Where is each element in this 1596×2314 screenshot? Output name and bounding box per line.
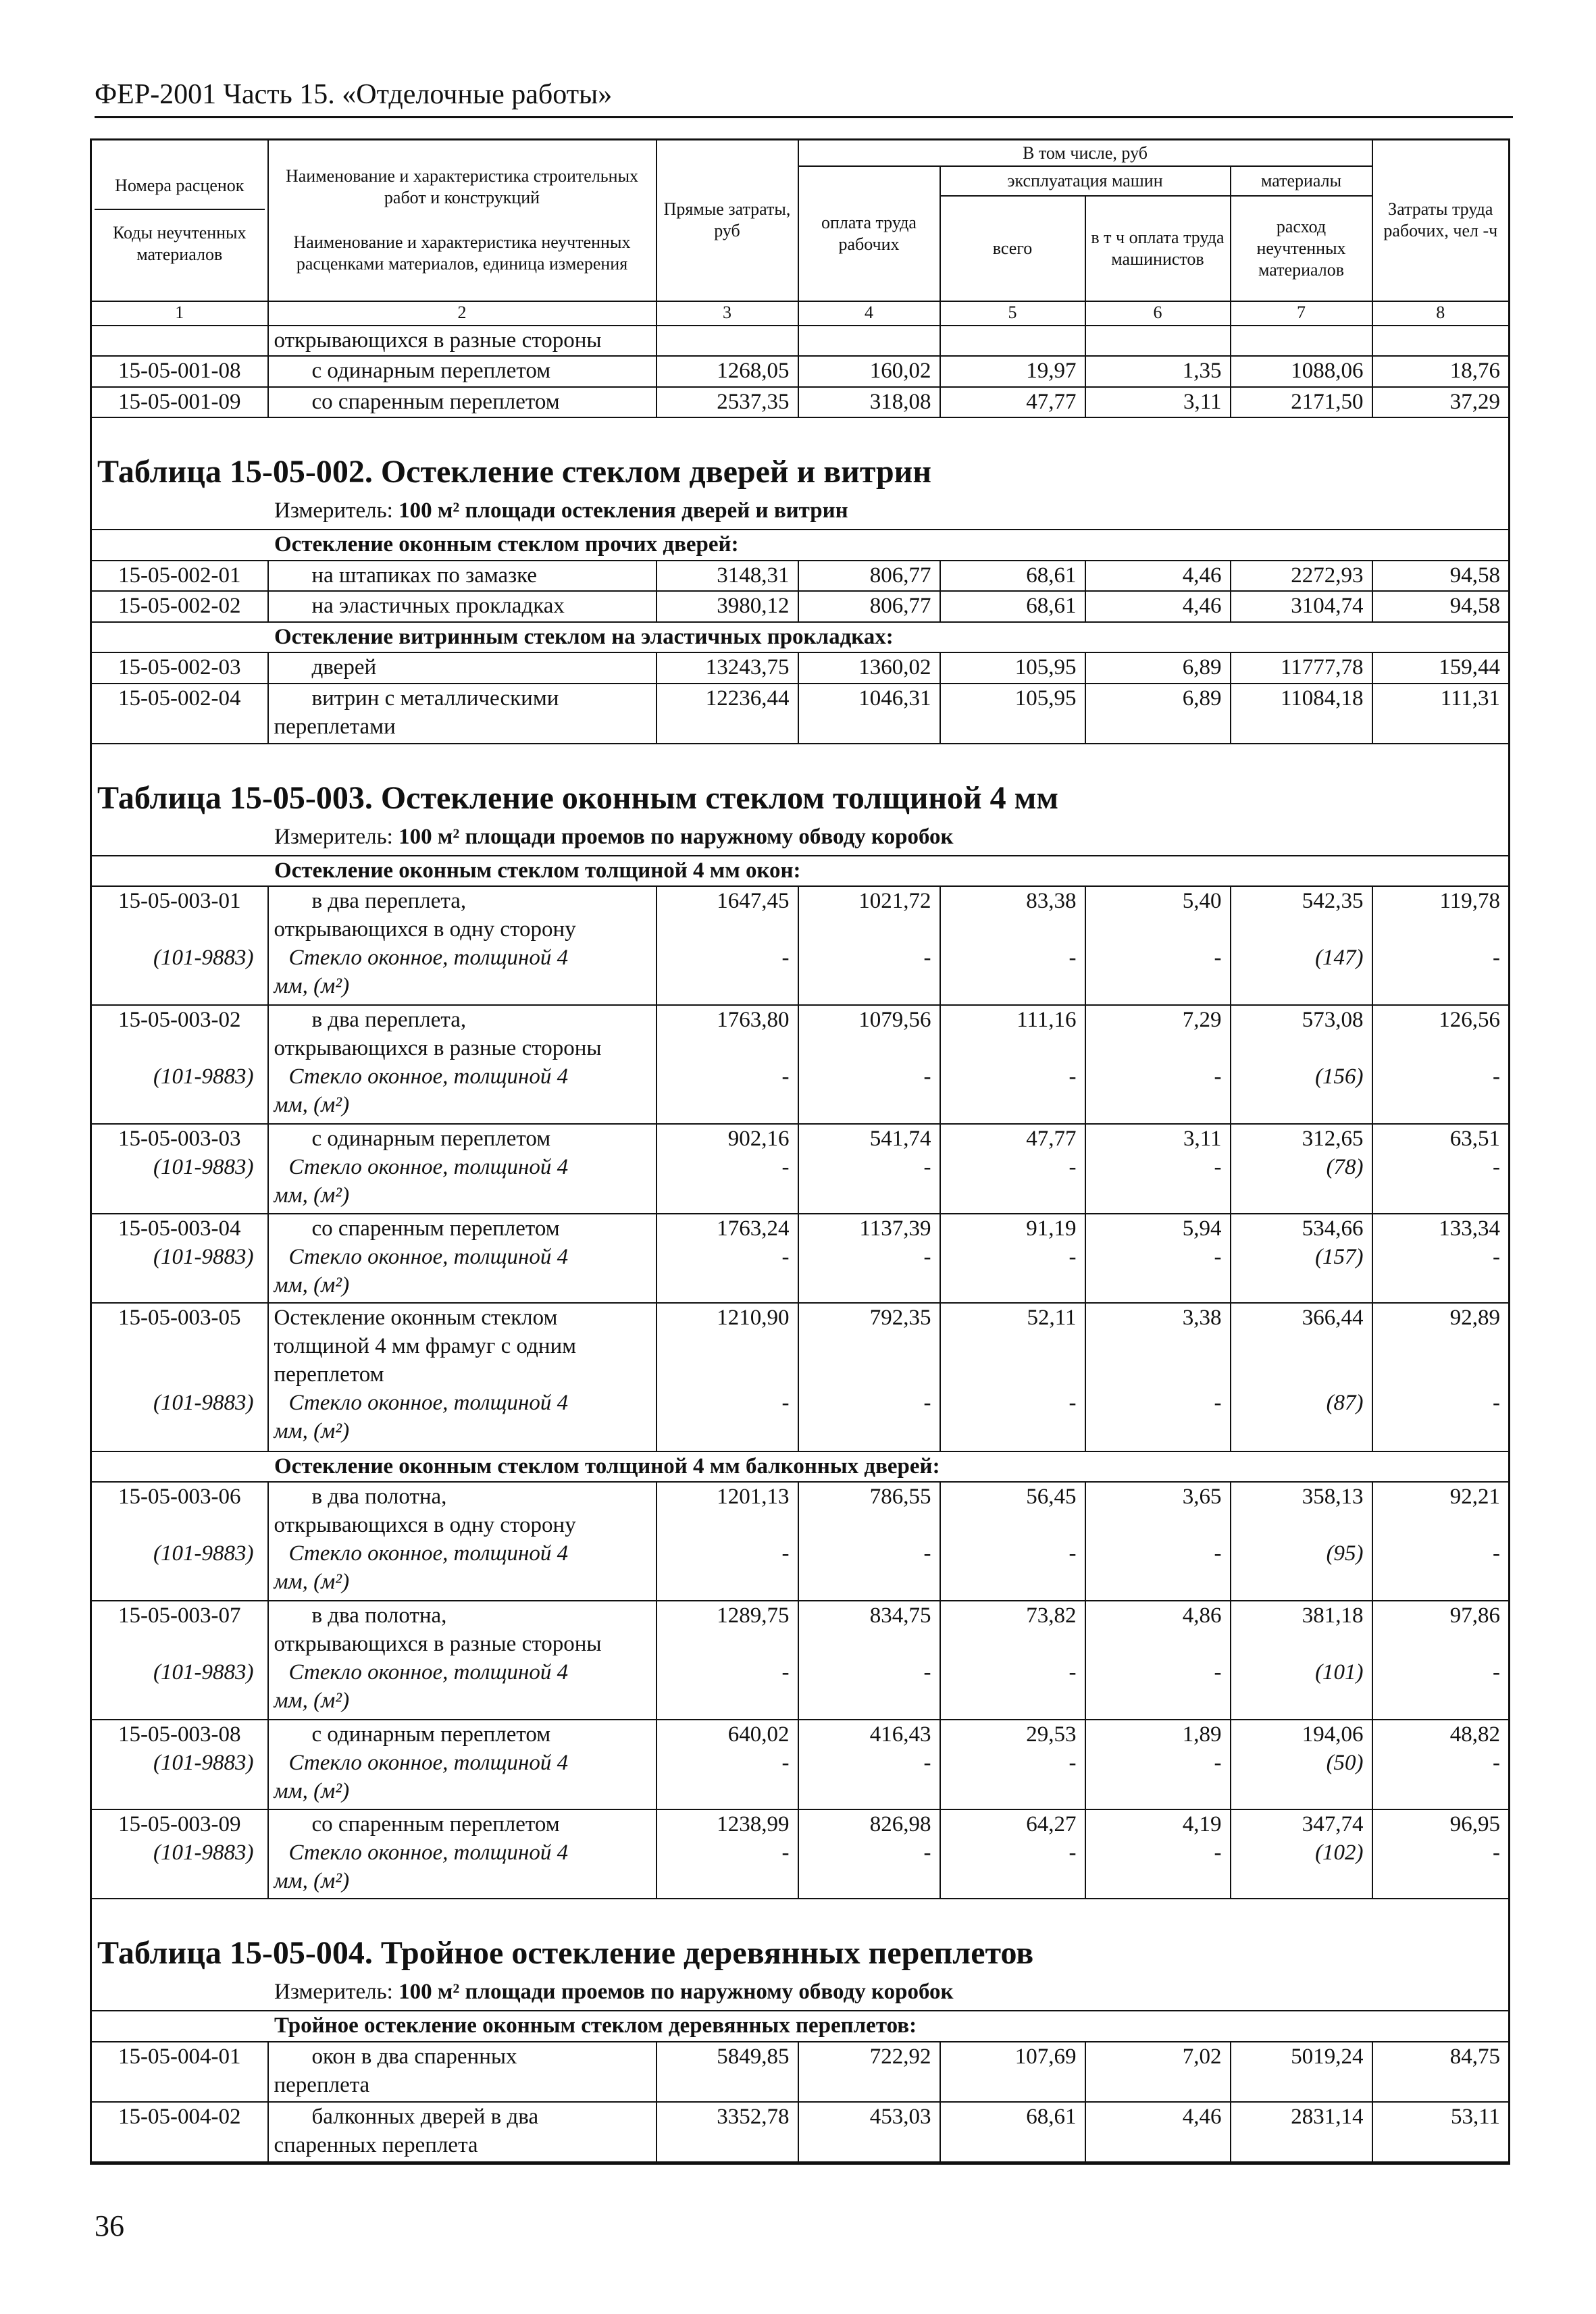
materials-cost: 347,74: [1302, 1811, 1364, 1836]
machines-header: эксплуатация машин: [940, 166, 1231, 195]
labor-pay: 1021,72: [858, 889, 931, 914]
machinists-pay: 5,40: [1182, 889, 1222, 914]
material-qty: (157): [1315, 1244, 1364, 1269]
materials-cost: 2272,93: [1231, 561, 1372, 592]
direct-cost: 1289,75: [717, 1603, 790, 1628]
col8-header: Затраты труда рабочих, чел -ч: [1372, 140, 1510, 301]
machines-total: 56,45: [1026, 1485, 1077, 1510]
rate-code: 15-05-004-02: [91, 2102, 268, 2162]
rate-name: со спаренным переплетом: [311, 1811, 560, 1836]
materials-cost: 381,18: [1302, 1603, 1364, 1628]
labor-pay: 453,03: [798, 2102, 940, 2162]
machines-total: 68,61: [940, 2102, 1085, 2162]
col-number: 6: [1085, 301, 1231, 326]
table-row: 15-05-003-01 (101-9883) в два переплета, открывающихся в одну сторону Стекло оконное, толщиной 4 мм, (м²) 1647,45 - 1021,72 - 83,38 - 5,40 - 542,35 (147) 119,78 -: [91, 886, 1510, 1005]
rate-name-cont: открывающихся в разные стороны: [274, 1632, 602, 1657]
col1-header: Номера расценок Коды неучтенных материалов: [91, 140, 268, 301]
machinists-pay: 6,89: [1085, 652, 1231, 684]
machinists-pay: 1,89: [1182, 1722, 1222, 1747]
material-qty: (147): [1315, 946, 1364, 971]
meter-line: Измеритель: 100 м² площади проемов по наружному обводу коробок: [274, 1980, 954, 2005]
col-number: 8: [1372, 301, 1510, 326]
section-title: Тройное остекление оконным стеклом деревянных переплетов:: [91, 2011, 1510, 2042]
direct-cost: 1647,45: [717, 889, 790, 914]
rate-code: 15-05-003-01: [118, 889, 241, 914]
material-qty: (87): [1326, 1391, 1364, 1416]
direct-cost: 1268,05: [657, 356, 798, 387]
table-title: Таблица 15-05-002. Остекление стеклом дверей и витрин: [97, 454, 931, 490]
labor-hours: 126,56: [1439, 1008, 1501, 1033]
machinists-pay: 5,94: [1182, 1216, 1222, 1241]
material-code: (101-9883): [153, 1751, 254, 1776]
labor-pay: 318,08: [798, 387, 940, 418]
materials-cost: 2831,14: [1231, 2102, 1372, 2162]
labor-hours: 119,78: [1439, 889, 1501, 914]
machinists-pay: 3,38: [1182, 1306, 1222, 1331]
direct-cost: 1201,13: [717, 1485, 790, 1510]
labor-pay: 1360,02: [798, 652, 940, 684]
machinists-pay: 4,46: [1085, 2102, 1231, 2162]
table-row: [91, 387, 1510, 418]
materials-cost: 2171,50: [1231, 387, 1372, 418]
labor-pay: 722,92: [798, 2042, 940, 2102]
rate-code: 15-05-003-05: [118, 1306, 241, 1331]
materials-cost: 5019,24: [1231, 2042, 1372, 2102]
rate-code: 15-05-002-01: [91, 561, 268, 592]
materials-cost: 366,44: [1302, 1306, 1364, 1331]
direct-cost: 3980,12: [657, 591, 798, 622]
section-title: Остекление витринным стеклом на эластичных прокладках:: [91, 622, 1510, 653]
rate-name: со спаренным переплетом: [311, 389, 560, 414]
machinists-pay: 7,29: [1182, 1008, 1222, 1033]
machinists-pay: 3,11: [1085, 387, 1231, 418]
material-qty: (50): [1326, 1751, 1364, 1776]
col-number: 2: [268, 301, 657, 326]
material-name: Стекло оконное, толщиной 4 мм, (м²): [274, 946, 569, 999]
direct-cost: 12236,44: [657, 684, 798, 744]
material-code: (101-9883): [153, 1391, 254, 1416]
col-number: 4: [798, 301, 940, 326]
table-row: [91, 2102, 1510, 2162]
rate-name: в два переплета,: [311, 1008, 467, 1033]
meter-line: Измеритель: 100 м² площади остекления дверей и витрин: [274, 498, 848, 523]
labor-pay: 541,74: [869, 1127, 931, 1152]
machinists-pay: 4,86: [1182, 1603, 1222, 1628]
direct-cost: 1763,80: [717, 1008, 790, 1033]
col-number: 1: [91, 301, 268, 326]
table-row: [91, 2042, 1510, 2102]
labor-hours: 97,86: [1449, 1603, 1501, 1628]
table-row: [91, 652, 1510, 684]
rate-name-cont: открывающихся в одну сторону: [274, 917, 576, 942]
labor-hours: 111,31: [1372, 684, 1510, 744]
rates-table: [90, 138, 1510, 2165]
machines-total: 68,61: [940, 591, 1085, 622]
rate-name: с одинарным переплетом: [311, 1127, 551, 1152]
labor-pay: 826,98: [869, 1811, 931, 1836]
rate-code: 15-05-003-09: [118, 1811, 241, 1836]
labor-hours: 94,58: [1372, 591, 1510, 622]
rate-name: дверей: [311, 655, 377, 680]
labor-pay: 1079,56: [858, 1008, 931, 1033]
rate-name: витрин с металлическими: [311, 686, 559, 711]
rate-name: балконных дверей в два: [311, 2104, 539, 2129]
rate-code: 15-05-004-01: [91, 2042, 268, 2102]
material-name: Стекло оконное, толщиной 4 мм, (м²): [274, 1660, 569, 1714]
table-row: 15-05-003-08 (101-9883) с одинарным переплетом Стекло оконное, толщиной 4 мм, (м²) 640,02 - 416,43 - 29,53 - 1,89 - 194,06 (50) 48,82 -: [91, 1720, 1510, 1809]
material-qty: (156): [1315, 1064, 1364, 1089]
rate-code: 15-05-003-02: [118, 1008, 241, 1033]
direct-cost: 2537,35: [657, 387, 798, 418]
labor-hours: 96,95: [1449, 1811, 1501, 1836]
material-name: Стекло оконное, толщиной 4 мм, (м²): [274, 1751, 569, 1804]
machines-total: 83,38: [1026, 889, 1077, 914]
machinists-pay: 3,65: [1182, 1485, 1222, 1510]
direct-cost: 640,02: [727, 1722, 790, 1747]
table-title: Таблица 15-05-003. Остекление оконным стеклом толщиной 4 мм: [97, 779, 1059, 816]
labor-hours: 53,11: [1372, 2102, 1510, 2162]
meter-line: Измеритель: 100 м² площади проемов по наружному обводу коробок: [274, 824, 954, 849]
material-name: Стекло оконное, толщиной 4 мм, (м²): [274, 1244, 569, 1297]
table-title: Таблица 15-05-004. Тройное остекление деревянных переплетов: [97, 1935, 1034, 1972]
col7-header: расход неучтенных материалов: [1231, 196, 1372, 301]
page-number: 36: [95, 2209, 124, 2242]
rate-name: с одинарным переплетом: [311, 1722, 551, 1747]
material-code: (101-9883): [153, 1541, 254, 1566]
rate-code: 15-05-002-02: [91, 591, 268, 622]
rate-code: 15-05-002-03: [91, 652, 268, 684]
material-name: Стекло оконное, толщиной 4 мм, (м²): [274, 1155, 569, 1208]
rate-name-cont: спаренных переплета: [274, 2132, 478, 2157]
machines-total: 47,77: [940, 387, 1085, 418]
materials-cost: 312,65: [1302, 1127, 1364, 1152]
table-row: 15-05-003-03 (101-9883) с одинарным переплетом Стекло оконное, толщиной 4 мм, (м²) 902,16 - 541,74 - 47,77 - 3,11 - 312,65 (78) 63,51 -: [91, 1124, 1510, 1214]
material-code: (101-9883): [153, 1840, 254, 1865]
labor-pay: 792,35: [869, 1306, 931, 1331]
materials-cost: 358,13: [1302, 1485, 1364, 1510]
table-row: 15-05-003-05 (101-9883) Остекление оконным стеклом толщиной 4 мм фрамуг с одним переплетом Стекло оконное, толщиной 4 мм, (м²) 1210,90 - 792,35 - 52,11 - 3,38 - 366,44 (87) 92,89 -: [91, 1303, 1510, 1451]
direct-cost: 1763,24: [717, 1216, 790, 1241]
machines-total: 105,95: [940, 652, 1085, 684]
machinists-pay: 4,19: [1182, 1811, 1222, 1836]
material-qty: (78): [1326, 1155, 1364, 1180]
machines-total: 68,61: [940, 561, 1085, 592]
machinists-pay: 3,11: [1183, 1127, 1222, 1152]
rate-name: с одинарным переплетом: [311, 359, 551, 384]
rate-name-cont: переплетом: [274, 1362, 384, 1387]
table-row: 15-05-003-09 (101-9883) со спаренным переплетом Стекло оконное, толщиной 4 мм, (м²) 1238,99 - 826,98 - 64,27 - 4,19 - 347,74 (102) 96,95 -: [91, 1809, 1510, 1899]
direct-cost: 902,16: [727, 1127, 790, 1152]
section-title: Остекление оконным стеклом прочих дверей:: [91, 530, 1510, 561]
direct-cost: 13243,75: [657, 652, 798, 684]
labor-hours: 48,82: [1449, 1722, 1501, 1747]
machines-total: 29,53: [1026, 1722, 1077, 1747]
col4-header: оплата труда рабочих: [798, 166, 940, 301]
material-code: (101-9883): [153, 946, 254, 971]
col-number: 3: [657, 301, 798, 326]
labor-hours: 92,21: [1449, 1485, 1501, 1510]
machines-total: 19,97: [940, 356, 1085, 387]
column-number-row: [91, 301, 1510, 326]
table-row: 15-05-003-02 (101-9883) в два переплета, открывающихся в разные стороны Стекло оконное, толщиной 4 мм, (м²) 1763,80 - 1079,56 - 111,16 - 7,29 - 573,08 (156) 126,56 -: [91, 1005, 1510, 1124]
machines-total: 111,16: [1016, 1008, 1077, 1033]
machines-total: 52,11: [1027, 1306, 1077, 1331]
rate-code: 15-05-002-04: [91, 684, 268, 744]
machines-total: 105,95: [940, 684, 1085, 744]
direct-cost: 5849,85: [657, 2042, 798, 2102]
labor-pay: 416,43: [869, 1722, 931, 1747]
rate-name-cont: переплета: [274, 2072, 370, 2097]
material-code: (101-9883): [153, 1064, 254, 1089]
materials-cost: 194,06: [1302, 1722, 1364, 1747]
material-code: (101-9883): [153, 1155, 254, 1180]
table-row: 15-05-003-06 (101-9883) в два полотна, открывающихся в одну сторону Стекло оконное, толщиной 4 мм, (м²) 1201,13 - 786,55 - 56,45 - 3,65 - 358,13 (95) 92,21 -: [91, 1482, 1510, 1601]
labor-hours: 133,34: [1439, 1216, 1501, 1241]
labor-pay: 834,75: [869, 1603, 931, 1628]
machinists-pay: 1,35: [1085, 356, 1231, 387]
machinists-pay: 7,02: [1085, 2042, 1231, 2102]
direct-cost: 1210,90: [717, 1306, 790, 1331]
machines-total: 107,69: [940, 2042, 1085, 2102]
rate-name: Остекление оконным стеклом: [274, 1306, 558, 1331]
rate-name: в два полотна,: [311, 1603, 447, 1628]
labor-pay: 806,77: [798, 561, 940, 592]
material-name: Стекло оконное, толщиной 4 мм, (м²): [274, 1840, 569, 1893]
rate-name-cont: открывающихся в разные стороны: [274, 1036, 602, 1061]
material-code: (101-9883): [153, 1244, 254, 1269]
labor-hours: 94,58: [1372, 561, 1510, 592]
machines-total: 64,27: [1026, 1811, 1077, 1836]
labor-pay: 786,55: [869, 1485, 931, 1510]
table-row: [91, 356, 1510, 387]
materials-cost: 11084,18: [1231, 684, 1372, 744]
materials-header: материалы: [1231, 166, 1372, 195]
table-row: 15-05-003-04 (101-9883) со спаренным переплетом Стекло оконное, толщиной 4 мм, (м²) 1763,24 - 1137,39 - 91,19 - 5,94 - 534,66 (157) 133,34 -: [91, 1214, 1510, 1304]
labor-hours: 63,51: [1449, 1127, 1501, 1152]
direct-cost: 1238,99: [717, 1811, 790, 1836]
rate-code: 15-05-001-08: [91, 356, 268, 387]
material-qty: (95): [1326, 1541, 1364, 1566]
labor-pay: 1137,39: [859, 1216, 931, 1241]
rate-name-cont: переплетами: [274, 714, 396, 739]
rate-name-cont: толщиной 4 мм фрамуг с одним: [274, 1334, 577, 1359]
rate-name: окон в два спаренных: [311, 2044, 517, 2069]
rate-code: 15-05-003-04: [118, 1216, 241, 1241]
col6-header: в т ч оплата труда машинистов: [1085, 196, 1231, 301]
materials-cost: 542,35: [1302, 889, 1364, 914]
rate-name: на штапиках по замазке: [311, 563, 538, 588]
rate-name: в два полотна,: [311, 1485, 447, 1510]
machinists-pay: 4,46: [1085, 561, 1231, 592]
materials-cost: 534,66: [1302, 1216, 1364, 1241]
labor-hours: 92,89: [1449, 1306, 1501, 1331]
col-number: 5: [940, 301, 1085, 326]
table-row: 15-05-003-07 (101-9883) в два полотна, открывающихся в разные стороны Стекло оконное, толщиной 4 мм, (м²) 1289,75 - 834,75 - 73,82 - 4,86 - 381,18 (101) 97,86 -: [91, 1601, 1510, 1720]
rate-name: в два переплета,: [311, 889, 467, 914]
rate-code: 15-05-001-09: [91, 387, 268, 418]
rate-name: со спаренным переплетом: [311, 1216, 560, 1241]
labor-pay: 160,02: [798, 356, 940, 387]
col-number: 7: [1231, 301, 1372, 326]
materials-cost: 3104,74: [1231, 591, 1372, 622]
page-header: ФЕР-2001 Часть 15. «Отделочные работы»: [95, 73, 1513, 118]
table-row: [91, 326, 1510, 357]
rate-code: 15-05-003-06: [118, 1485, 241, 1510]
materials-cost: 11777,78: [1231, 652, 1372, 684]
labor-pay: 1046,31: [798, 684, 940, 744]
machines-total: 91,19: [1026, 1216, 1077, 1241]
col2-header: Наименование и характеристика строительных работ и конструкций Наименование и характеристика неучтенных расценками материалов, единица измерения: [268, 140, 657, 301]
material-name: Стекло оконное, толщиной 4 мм, (м²): [274, 1391, 569, 1444]
labor-hours: 159,44: [1372, 652, 1510, 684]
machinists-pay: 4,46: [1085, 591, 1231, 622]
rate-name: на эластичных прокладках: [311, 594, 565, 619]
machinists-pay: 6,89: [1085, 684, 1231, 744]
column-header-row: [91, 140, 1510, 167]
rate-name-cont: открывающихся в одну сторону: [274, 1513, 576, 1538]
material-name: Стекло оконное, толщиной 4 мм, (м²): [274, 1541, 569, 1595]
col5-header: всего: [940, 196, 1085, 301]
rate-code: 15-05-003-03: [118, 1127, 241, 1152]
labor-hours: 37,29: [1372, 387, 1510, 418]
materials-cost: 573,08: [1302, 1008, 1364, 1033]
materials-cost: 1088,06: [1231, 356, 1372, 387]
rate-code: 15-05-003-08: [118, 1722, 241, 1747]
machines-total: 47,77: [1026, 1127, 1077, 1152]
direct-cost: 3148,31: [657, 561, 798, 592]
material-qty: (101): [1315, 1660, 1364, 1685]
labor-hours: 84,75: [1372, 2042, 1510, 2102]
machines-total: 73,82: [1026, 1603, 1077, 1628]
table-row: [91, 591, 1510, 622]
material-name: Стекло оконное, толщиной 4 мм, (м²): [274, 1064, 569, 1118]
col3-header: Прямые затраты, руб: [657, 140, 798, 301]
material-code: (101-9883): [153, 1660, 254, 1685]
direct-cost: 3352,78: [657, 2102, 798, 2162]
section-title: Остекление оконным стеклом толщиной 4 мм окон:: [91, 856, 1510, 887]
table-row: [91, 561, 1510, 592]
material-qty: (102): [1315, 1840, 1364, 1865]
labor-hours: 18,76: [1372, 356, 1510, 387]
group-header: В том числе, руб: [798, 140, 1372, 167]
labor-pay: 806,77: [798, 591, 940, 622]
section-title: Остекление оконным стеклом толщиной 4 мм балконных дверей:: [91, 1451, 1510, 1483]
rate-code: 15-05-003-07: [118, 1603, 241, 1628]
table-row: [91, 684, 1510, 744]
row-caption: открывающихся в разные стороны: [268, 326, 657, 357]
